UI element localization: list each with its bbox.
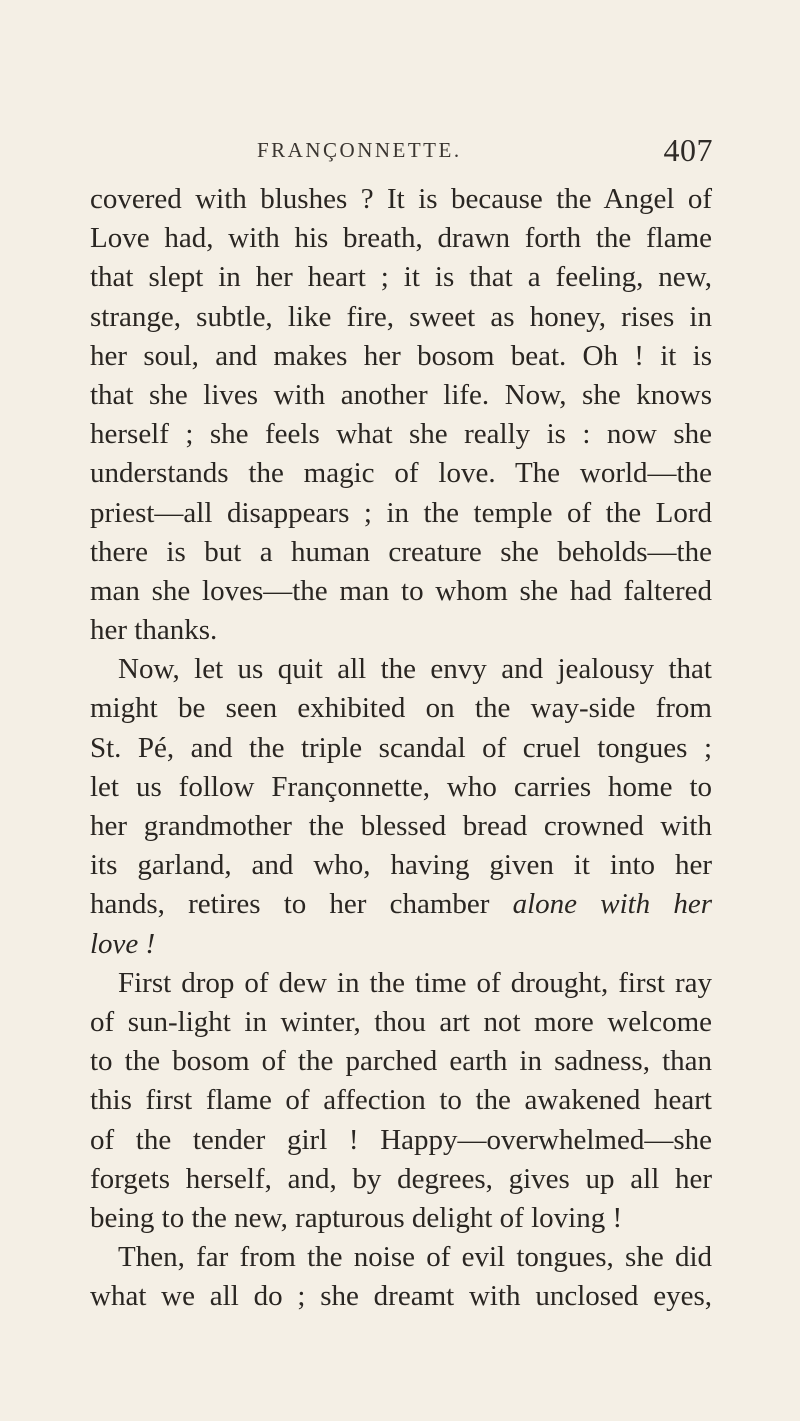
text-line: of sun-light in winter, thou art not more welcome <box>90 1005 712 1038</box>
text-line: her soul, and makes her bosom beat. Oh ! it is <box>90 339 712 372</box>
text-line <box>90 925 712 964</box>
text-line: of the tender girl ! Happy—overwhelmed—she <box>90 1123 712 1156</box>
text-line: what we all do ; she dreamt with unclosed eyes, <box>90 1280 712 1313</box>
text-line: that she lives with another life. Now, she knows <box>90 378 712 411</box>
text-line: that slept in her heart ; it is that a feeling, new, <box>90 261 712 294</box>
body-text <box>90 180 712 1316</box>
text-line: let us follow Françonnette, who carries home to <box>90 770 712 803</box>
text-line: being to the new, rapturous delight of loving ! <box>90 1201 623 1234</box>
text-line: herself ; she feels what she really is : now she <box>90 418 712 451</box>
text-line: to the bosom of the parched earth in sadness, than <box>90 1045 712 1078</box>
italic-emphasis: alone with her <box>512 888 713 921</box>
text-line: there is but a human creature she beholds—the <box>90 535 712 568</box>
text-line: covered with blushes ? It is because the Angel of <box>90 183 712 215</box>
paragraph-start-line: Now, let us quit all the envy and jealousy that <box>118 653 712 686</box>
text-line: her grandmother the blessed bread crowned with <box>90 810 712 842</box>
text-line: her thanks. <box>90 614 218 647</box>
paragraph-start-line: Then, far from the noise of evil tongues, she did <box>118 1241 712 1274</box>
text-line: its garland, and who, having given it into her <box>90 849 712 882</box>
text-line: this first flame of affection to the awakened heart <box>90 1084 712 1117</box>
text-line: priest—all disappears ; in the temple of the Lord <box>90 496 712 529</box>
text-line: strange, subtle, like fire, sweet as honey, rises in <box>90 300 712 333</box>
running-head <box>257 132 713 172</box>
text-line: Love had, with his breath, drawn forth the flame <box>90 222 712 255</box>
running-title: FRANÇONNETTE. <box>257 138 462 162</box>
text-line: hands, retires to her chamber alone with her <box>90 888 713 921</box>
page-number: 407 <box>663 132 713 168</box>
text-line: St. Pé, and the triple scandal of cruel tongues ; <box>90 731 712 764</box>
italic-emphasis: love ! <box>90 927 156 960</box>
text-line: forgets herself, and, by degrees, gives up all her <box>90 1162 712 1195</box>
text-line: might be seen exhibited on the way-side from <box>90 692 712 725</box>
text-line: man she loves—the man to whom she had faltered <box>90 574 712 607</box>
text-line: understands the magic of love. The world—the <box>90 457 712 490</box>
paragraph-start-line: First drop of dew in the time of drought, first ray <box>118 966 712 999</box>
